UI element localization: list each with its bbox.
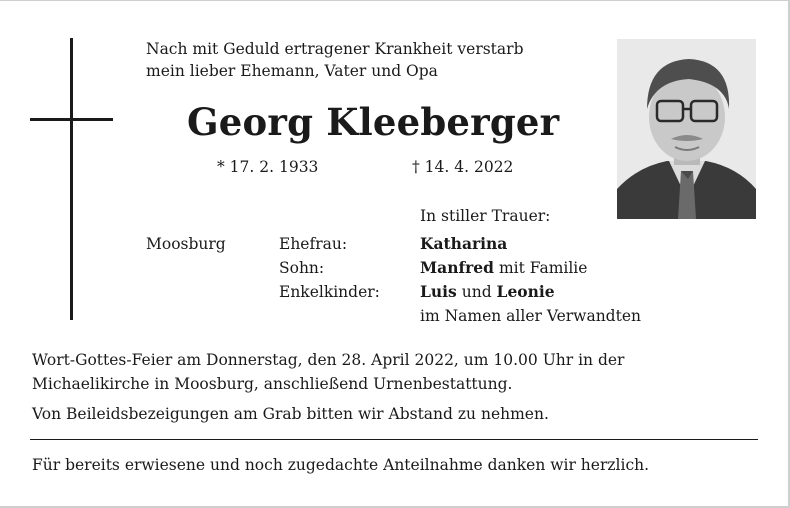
mourner-name: Katharina — [420, 234, 508, 253]
place-label: Moosburg — [146, 235, 226, 253]
thanks-line: Für bereits erwiesene und noch zugedachte Anteilnahme danken wir herzlich. — [32, 456, 650, 474]
mourning-header: In stiller Trauer: — [420, 207, 551, 225]
intro-line-2: mein lieber Ehemann, Vater und Opa — [146, 62, 438, 80]
mourner-name-2: Leonie — [496, 282, 555, 301]
cross-horizontal-bar — [30, 118, 113, 121]
deceased-name: Georg Kleeberger — [187, 100, 560, 144]
mourner-role-son: Sohn: — [279, 259, 325, 277]
mourner-role-spouse: Ehefrau: — [279, 235, 348, 253]
birth-date: * 17. 2. 1933 — [217, 158, 319, 176]
intro-line-1: Nach mit Geduld ertragener Krankheit verstarb — [146, 40, 524, 58]
top-border — [0, 0, 790, 1]
condolence-note: Von Beileidsbezeigungen am Grab bitten wir Abstand zu nehmen. — [32, 405, 549, 423]
mourner-suffix: mit Familie — [494, 259, 588, 277]
mourner-role-grandchildren: Enkelkinder: — [279, 283, 380, 301]
portrait-photo — [617, 39, 756, 219]
mourner-name: Luis — [420, 282, 457, 301]
mourner-son — [420, 258, 587, 278]
service-line-1: Wort-Gottes-Feier am Donnerstag, den 28. April 2022, um 10.00 Uhr in der — [32, 351, 625, 369]
mourner-grandchildren — [420, 282, 555, 302]
mourner-spouse — [420, 234, 507, 254]
portrait-illustration — [617, 39, 756, 219]
service-line-2: Michaelikirche in Moosburg, anschließend Urnenbestattung. — [32, 375, 513, 393]
relatives-line: im Namen aller Verwandten — [420, 307, 641, 325]
divider-line — [30, 439, 758, 440]
death-date: † 14. 4. 2022 — [412, 158, 514, 176]
mourner-name: Manfred — [420, 258, 495, 277]
mourner-connector: und — [456, 283, 497, 301]
cross-vertical-bar — [70, 38, 73, 320]
